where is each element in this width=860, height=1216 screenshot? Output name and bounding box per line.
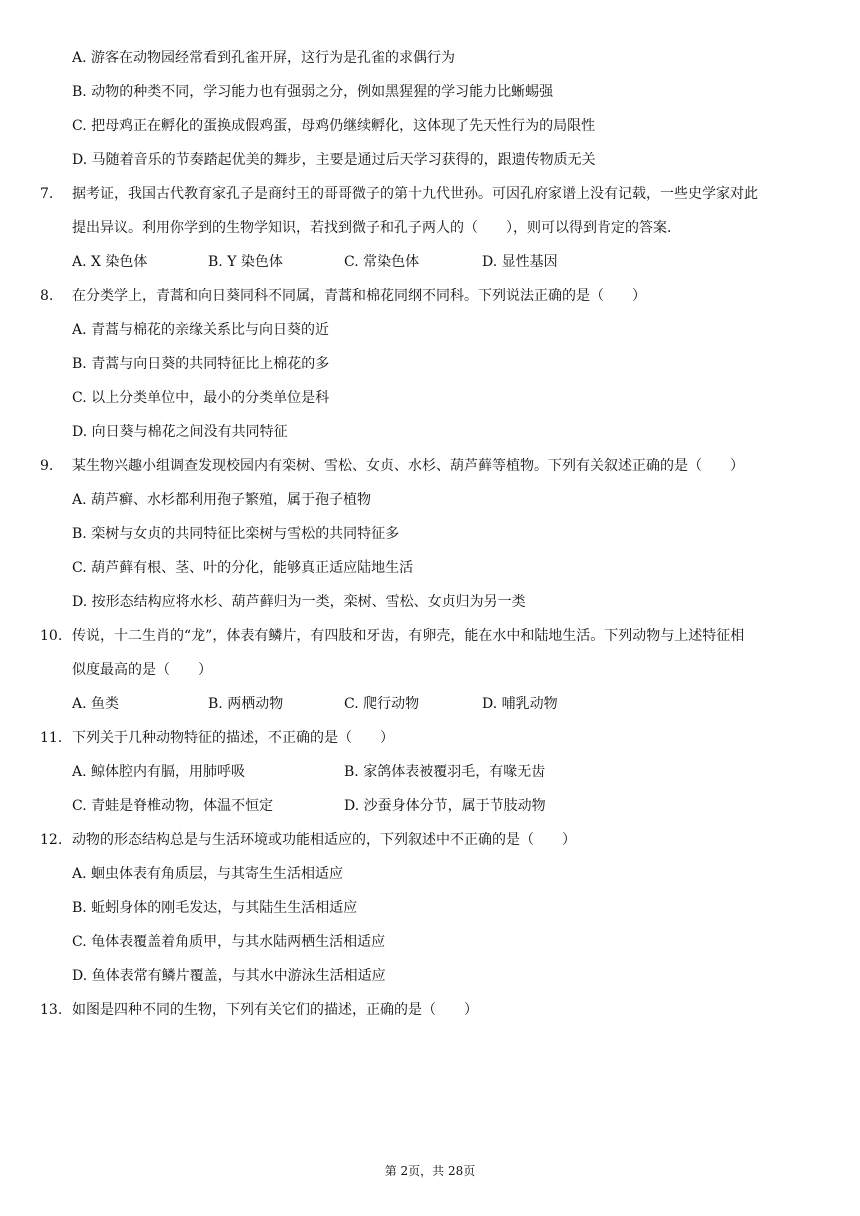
q10-stem-line2: 似度最高的是（ ） (72, 662, 212, 678)
q10-number: 10. (40, 628, 63, 644)
q6-option-b: B. 动物的种类不同，学习能力也有强弱之分，例如黑猩猩的学习能力比蜥蜴强 (72, 84, 554, 100)
q10-option-a: A. 鱼类 (72, 696, 120, 712)
q8-stem: 在分类学上，青蒿和向日葵同科不同属，青蒿和棉花同纲不同科。下列说法正确的是（ ） (72, 288, 646, 304)
q9-option-d: D. 按形态结构应将水杉、葫芦藓归为一类，栾树、雪松、女贞归为另一类 (72, 594, 526, 610)
q6-option-a: A. 游客在动物园经常看到孔雀开屏，这行为是孔雀的求偶行为 (72, 50, 456, 66)
q9-option-a: A. 葫芦癣、水杉都利用孢子繁殖，属于孢子植物 (72, 492, 372, 508)
q6-option-c: C. 把母鸡正在孵化的蛋换成假鸡蛋，母鸡仍继续孵化，这体现了先天性行为的局限性 (72, 118, 596, 134)
q7-number: 7. (40, 186, 54, 202)
q9-stem: 某生物兴趣小组调查发现校园内有栾树、雪松、女贞、水杉、葫芦藓等植物。下列有关叙述正确的是（ ） (72, 458, 744, 474)
q11-option-c: C. 青蛙是脊椎动物，体温不恒定 (72, 798, 274, 814)
q9-option-b: B. 栾树与女贞的共同特征比栾树与雪松的共同特征多 (72, 526, 400, 542)
q7-option-b: B. Y 染色体 (208, 254, 283, 270)
q11-option-d: D. 沙蚕身体分节，属于节肢动物 (344, 798, 546, 814)
q8-option-a: A. 青蒿与棉花的亲缘关系比与向日葵的近 (72, 322, 330, 338)
q11-number: 11. (40, 730, 63, 746)
q13-stem: 如图是四种不同的生物，下列有关它们的描述，正确的是（ ） (72, 1002, 478, 1018)
q6-option-d: D. 马随着音乐的节奏踏起优美的舞步，主要是通过后天学习获得的，跟遗传物质无关 (72, 152, 596, 168)
q8-number: 8. (40, 288, 54, 304)
q10-option-d: D. 哺乳动物 (482, 696, 558, 712)
q9-option-c: C. 葫芦藓有根、茎、叶的分化，能够真正适应陆地生活 (72, 560, 414, 576)
q12-number: 12. (40, 832, 63, 848)
q12-stem: 动物的形态结构总是与生活环境或功能相适应的，下列叙述中不正确的是（ ） (72, 832, 576, 848)
q12-option-a: A. 蛔虫体表有角质层，与其寄生生活相适应 (72, 866, 344, 882)
page-footer: 第 2页，共 28页 (384, 1164, 476, 1178)
q9-number: 9. (40, 458, 54, 474)
q12-option-b: B. 蚯蚓身体的刚毛发达，与其陆生生活相适应 (72, 900, 358, 916)
q8-option-b: B. 青蒿与向日葵的共同特征比上棉花的多 (72, 356, 330, 372)
q8-option-d: D. 向日葵与棉花之间没有共同特征 (72, 424, 288, 440)
q13-number: 13. (40, 1002, 63, 1018)
q12-option-c: C. 龟体表覆盖着角质甲，与其水陆两栖生活相适应 (72, 934, 386, 950)
q7-option-c: C. 常染色体 (344, 254, 420, 270)
q7-stem-line1: 据考证，我国古代教育家孔子是商纣王的哥哥微子的第十九代世孙。可因孔府家谱上没有记载，一些史学家对此 (72, 186, 758, 202)
q7-option-d: D. 显性基因 (482, 254, 558, 270)
q7-stem-line2: 提出异议。利用你学到的生物学知识，若找到微子和孔子两人的（ ），则可以得到肯定的答案. (72, 220, 672, 236)
q12-option-d: D. 鱼体表常有鳞片覆盖，与其水中游泳生活相适应 (72, 968, 386, 984)
q11-stem: 下列关于几种动物特征的描述，不正确的是（ ） (72, 730, 394, 746)
q10-stem-line1: 传说，十二生肖的“龙”，体表有鳞片，有四肢和牙齿，有卵壳，能在水中和陆地生活。下列动物与上述特征相 (72, 628, 745, 644)
q11-option-a: A. 鲸体腔内有膈，用肺呼吸 (72, 764, 246, 780)
q7-option-a: A. X 染色体 (72, 254, 148, 270)
q8-option-c: C. 以上分类单位中，最小的分类单位是科 (72, 390, 330, 406)
q10-option-b: B. 两栖动物 (208, 696, 284, 712)
q11-option-b: B. 家鸽体表被覆羽毛，有喙无齿 (344, 764, 546, 780)
q10-option-c: C. 爬行动物 (344, 696, 420, 712)
